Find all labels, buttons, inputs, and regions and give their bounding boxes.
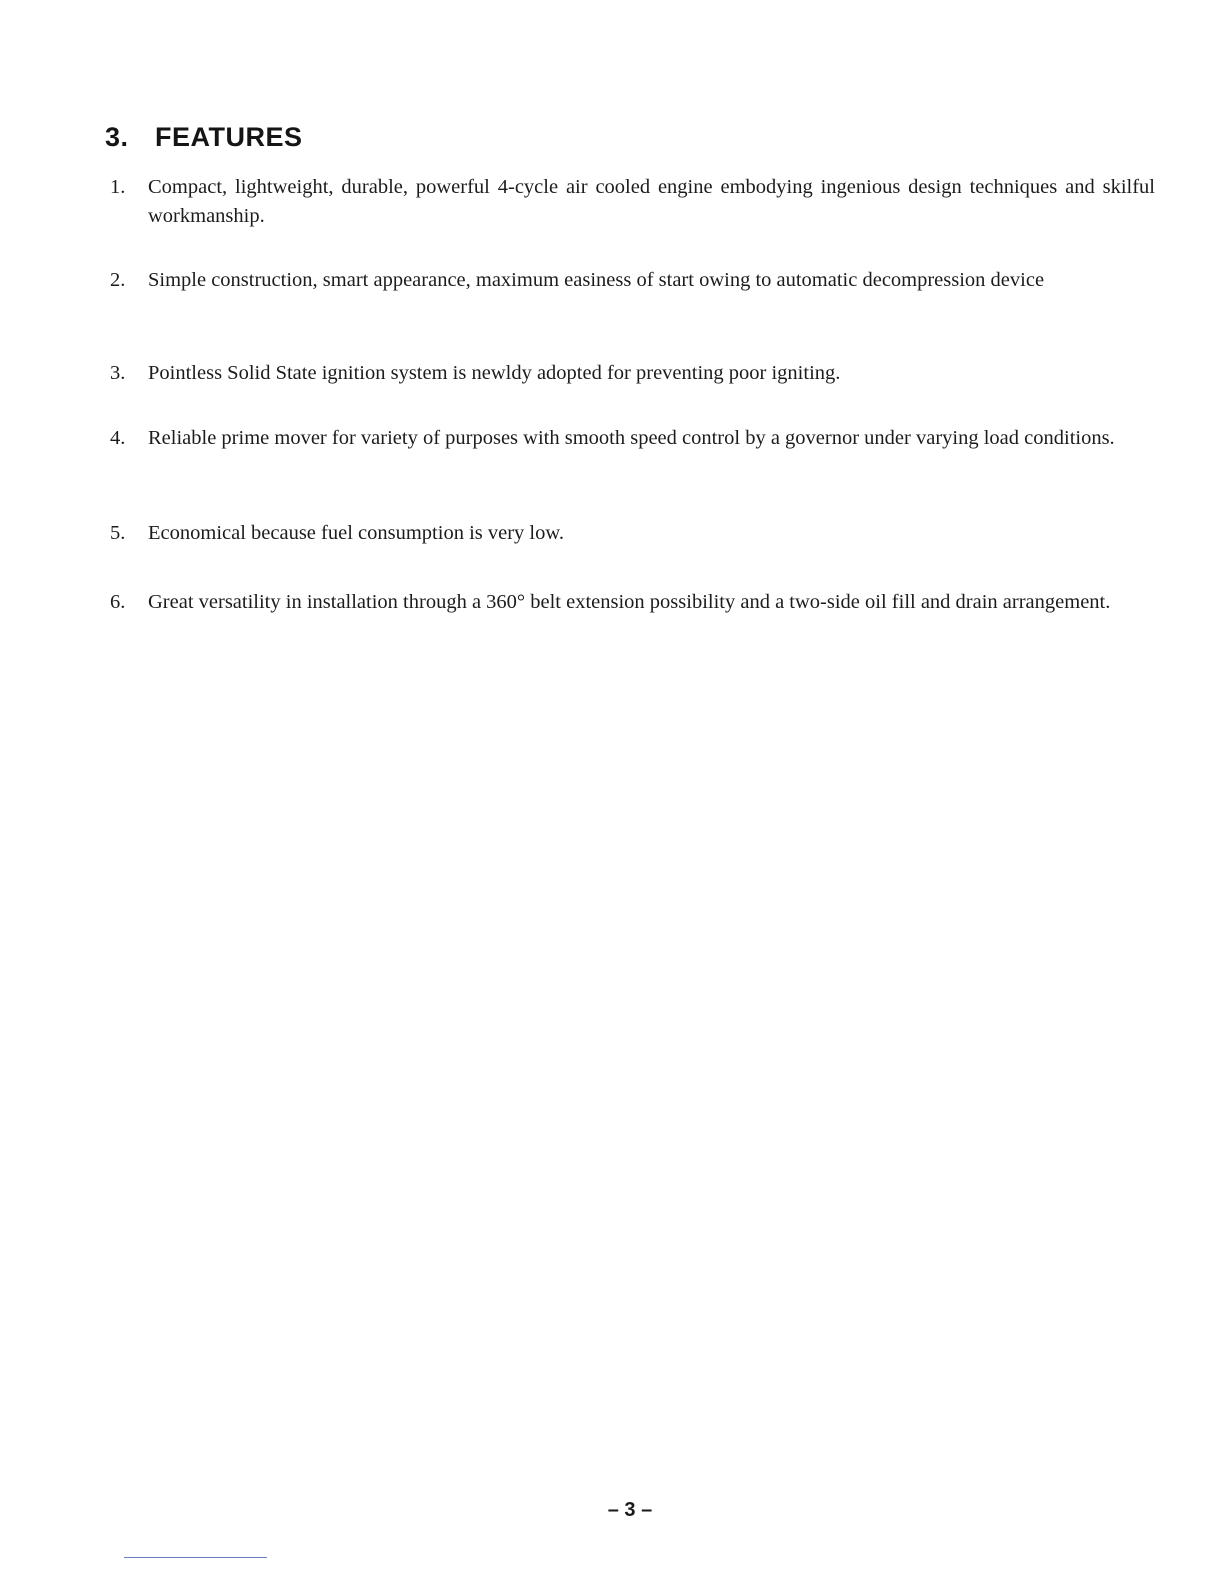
feature-item-2 xyxy=(110,266,1155,295)
feature-item-1 xyxy=(110,173,1155,231)
feature-text: Simple construction, smart appearance, maximum easiness of start owing to automatic decompression device xyxy=(148,269,1045,291)
feature-number: 5. xyxy=(110,522,126,544)
feature-item-3 xyxy=(110,359,1155,388)
feature-item-4 xyxy=(110,424,1155,453)
section-title: FEATURES xyxy=(155,122,303,152)
feature-text: Pointless Solid State ignition system is newldy adopted for preventing poor igniting. xyxy=(148,362,841,384)
feature-number: 2. xyxy=(110,269,126,291)
feature-text: Reliable prime mover for variety of purposes with smooth speed control by a governor under varying load conditions. xyxy=(148,427,1115,449)
feature-number: 3. xyxy=(110,362,126,384)
section-heading xyxy=(105,122,303,153)
feature-item-6 xyxy=(110,588,1155,617)
footer-divider xyxy=(124,1557,267,1558)
feature-item-5 xyxy=(110,519,1155,548)
feature-text: Economical because fuel consumption is very low. xyxy=(148,522,564,544)
feature-number: 6. xyxy=(110,591,126,613)
section-number: 3. xyxy=(105,122,129,152)
feature-text: Great versatility in installation through a 360° belt extension possibility and a two-side oil fill and drain arrangement. xyxy=(148,591,1111,613)
feature-number: 4. xyxy=(110,427,126,449)
page-number: – 3 – xyxy=(607,1499,653,1521)
feature-number: 1. xyxy=(110,176,126,198)
feature-text: Compact, lightweight, durable, powerful 4-cycle air cooled engine embodying ingenious design techniques and skilful workmanship. xyxy=(148,176,1155,227)
